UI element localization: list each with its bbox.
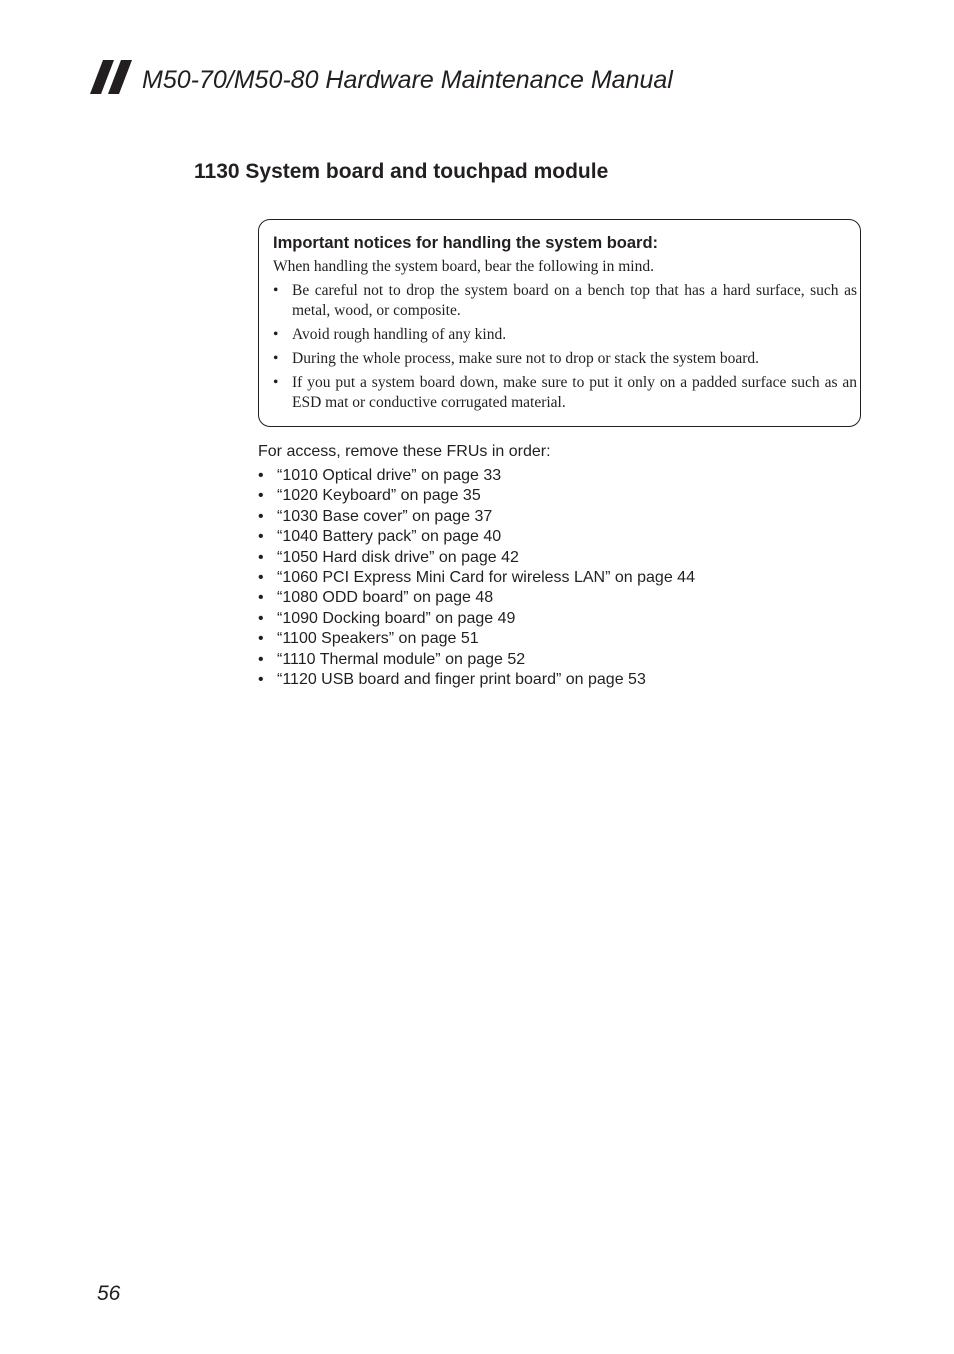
fru-list-item [258, 527, 695, 547]
bullet-icon: • [258, 589, 264, 607]
bullet-icon: • [258, 569, 264, 587]
fru-list [258, 466, 695, 690]
fru-link-pci-express-mini-card[interactable]: “1060 PCI Express Mini Card for wireless LAN” on page 44 [277, 569, 695, 587]
bullet-icon: • [258, 630, 264, 648]
bullet-icon: • [258, 548, 264, 566]
double-slash-logo-icon [90, 60, 134, 94]
notice-list [273, 281, 857, 413]
notice-item [273, 325, 857, 345]
notice-item [273, 349, 857, 369]
fru-link-usb-board[interactable]: “1120 USB board and finger print board” on page 53 [277, 671, 646, 689]
bullet-icon: • [258, 467, 264, 484]
notice-item-text: If you put a system board down, make sure to put it only on a padded surface such as an ESD mat or conductive corrugated material. [292, 374, 857, 411]
fru-list-item [258, 507, 695, 527]
notice-heading: Important notices for handling the system board: [273, 234, 659, 252]
fru-list-item [258, 548, 695, 568]
access-intro: For access, remove these FRUs in order: [258, 443, 551, 460]
notice-intro: When handling the system board, bear the following in mind. [273, 258, 654, 275]
fru-list-item [258, 650, 695, 670]
notice-item-text: Be careful not to drop the system board on a bench top that has a hard surface, such as metal, wood, or composite. [292, 282, 857, 319]
fru-link-odd-board[interactable]: “1080 ODD board” on page 48 [277, 589, 494, 607]
fru-link-docking-board[interactable]: “1090 Docking board” on page 49 [277, 609, 516, 627]
fru-list-item [258, 486, 695, 506]
notice-item [273, 281, 857, 321]
fru-link-thermal-module[interactable]: “1110 Thermal module” on page 52 [277, 650, 526, 668]
bullet-icon: • [273, 326, 279, 343]
fru-list-item [258, 588, 695, 608]
bullet-icon: • [258, 671, 264, 689]
fru-list-item [258, 609, 695, 629]
fru-link-base-cover[interactable]: “1030 Base cover” on page 37 [277, 507, 493, 525]
fru-link-speakers[interactable]: “1100 Speakers” on page 51 [277, 630, 479, 648]
notice-item-text: Avoid rough handling of any kind. [292, 326, 507, 343]
page-number: 56 [97, 1282, 121, 1305]
notice-box [258, 219, 861, 427]
section-title: 1130 System board and touchpad module [194, 160, 609, 183]
bullet-icon: • [273, 374, 279, 391]
bullet-icon: • [273, 350, 279, 367]
manual-title: M50-70/M50-80 Hardware Maintenance Manual [142, 66, 673, 94]
fru-link-optical-drive[interactable]: “1010 Optical drive” on page 33 [277, 467, 502, 484]
fru-list-item [258, 568, 695, 588]
fru-list-item [258, 466, 695, 486]
fru-link-keyboard[interactable]: “1020 Keyboard” on page 35 [277, 487, 481, 505]
bullet-icon: • [258, 528, 264, 546]
bullet-icon: • [258, 507, 264, 525]
notice-item [273, 373, 857, 413]
fru-list-item [258, 629, 695, 649]
bullet-icon: • [258, 650, 264, 668]
notice-item-text: During the whole process, make sure not to drop or stack the system board. [292, 350, 760, 367]
fru-list-item [258, 670, 695, 690]
bullet-icon: • [258, 609, 264, 627]
bullet-icon: • [273, 282, 279, 299]
fru-link-hard-disk-drive[interactable]: “1050 Hard disk drive” on page 42 [277, 548, 519, 566]
fru-link-battery-pack[interactable]: “1040 Battery pack” on page 40 [277, 528, 502, 546]
bullet-icon: • [258, 487, 264, 505]
